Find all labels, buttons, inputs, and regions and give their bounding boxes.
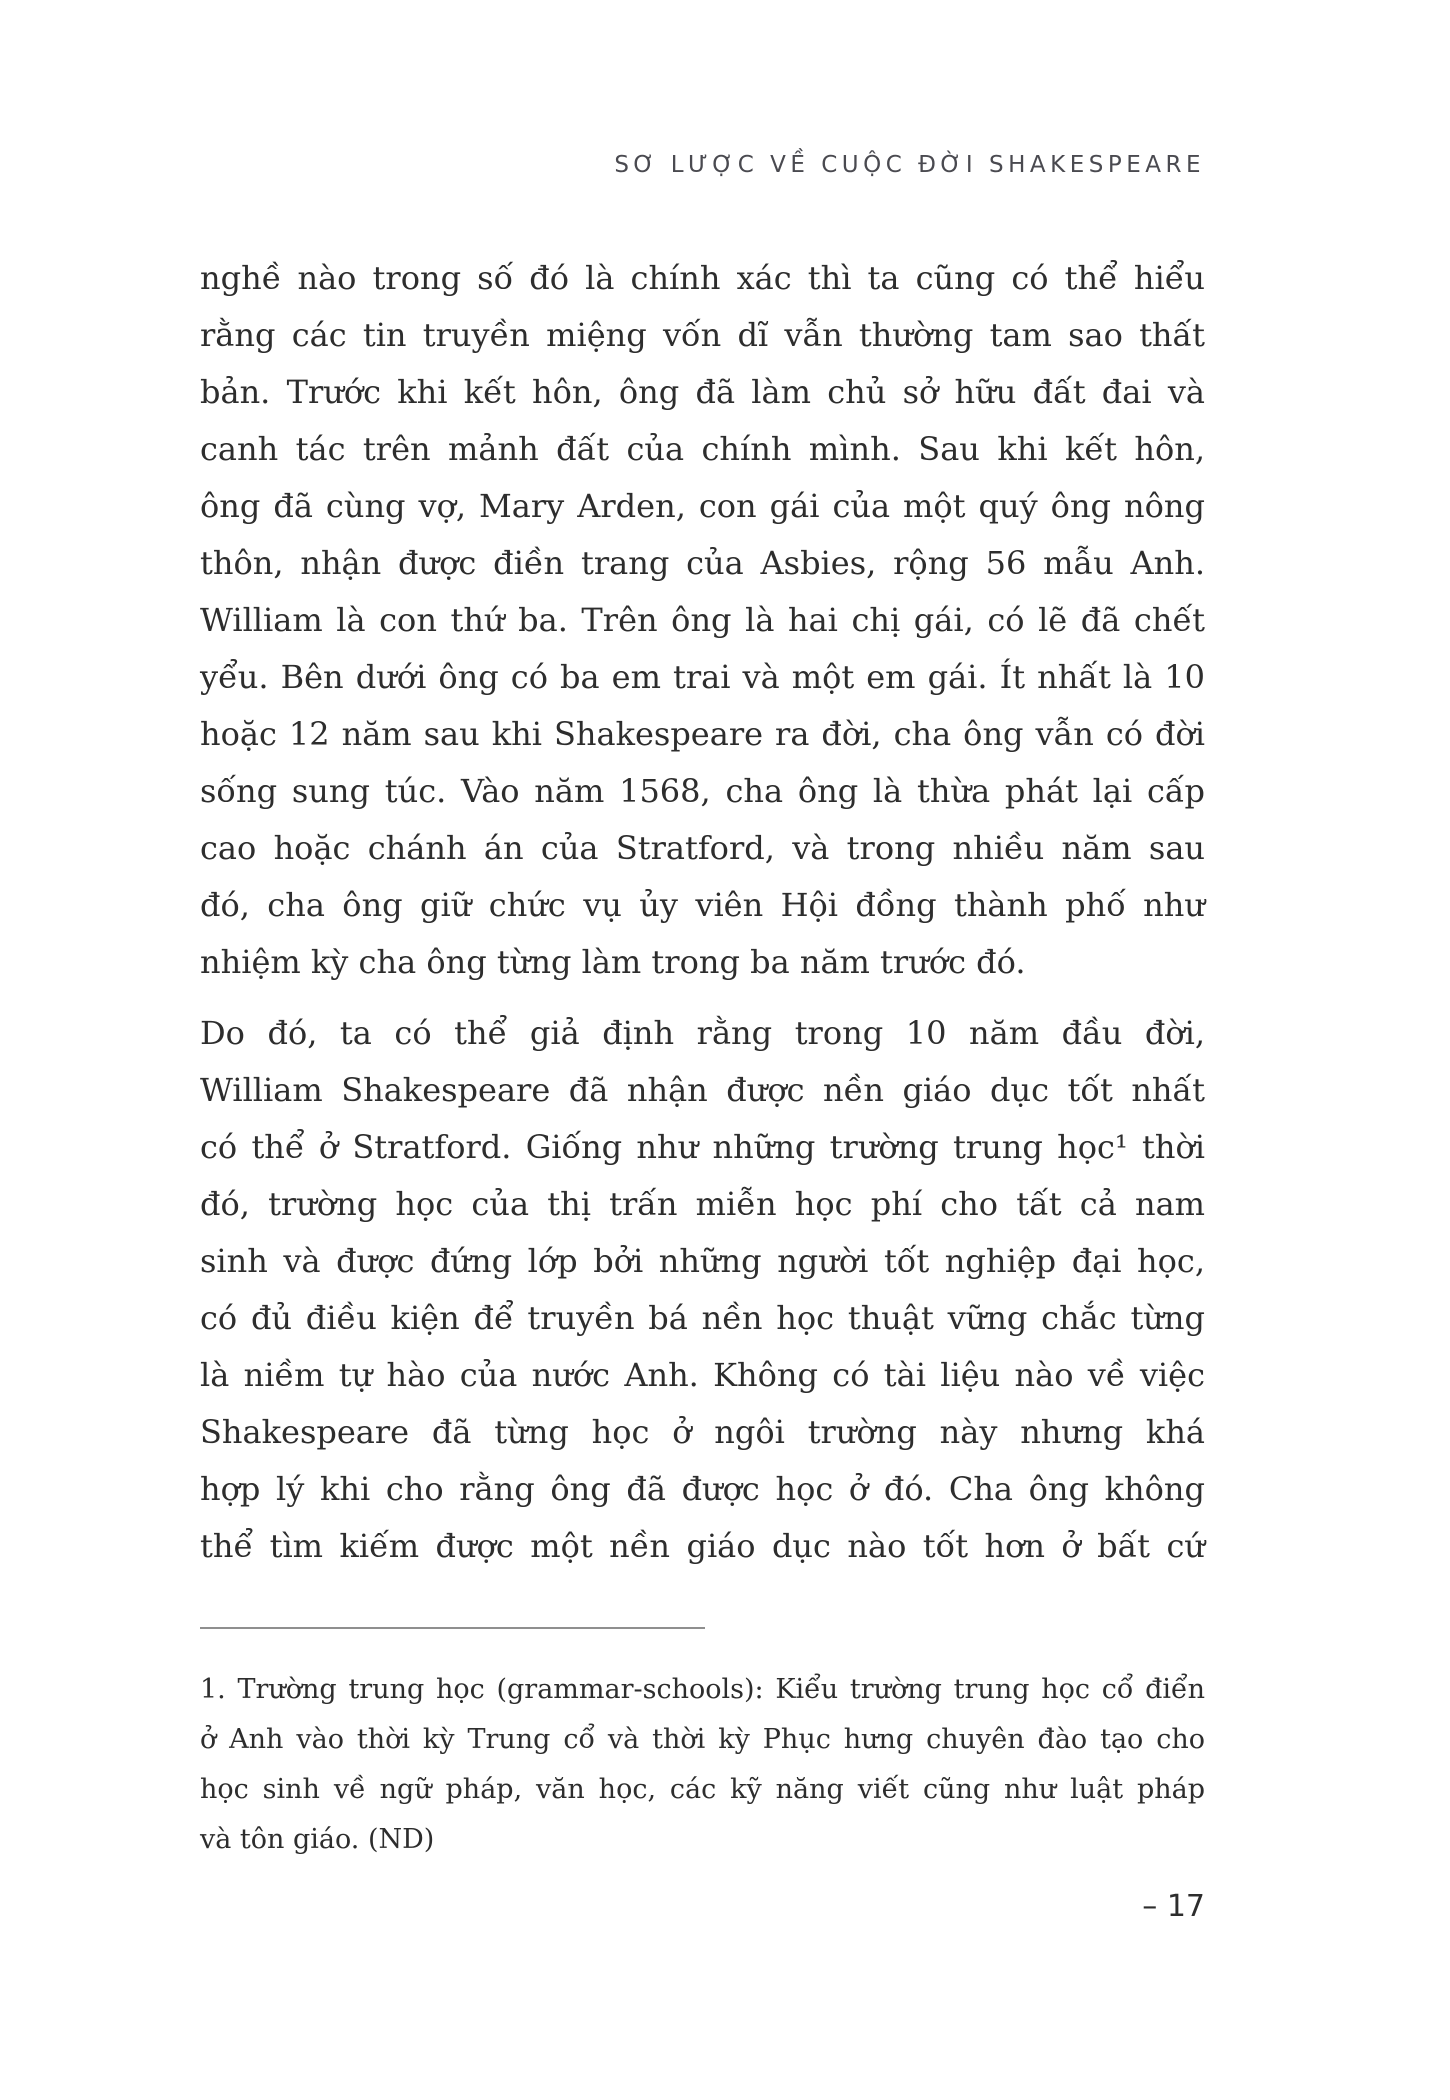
- body-text-line: ông đã cùng vợ, Mary Arden, con gái của một quý ông nông: [200, 487, 1205, 525]
- body-text-line: Do đó, ta có thể giả định rằng trong 10 năm đầu đời,: [200, 1014, 1205, 1052]
- page-number: – 17: [1142, 1889, 1205, 1924]
- running-header: SƠ LƯỢC VỀ CUỘC ĐỜI SHAKESPEARE: [614, 152, 1205, 178]
- paragraph-1: [200, 250, 1205, 991]
- body-text-line: William Shakespeare đã nhận được nền giáo dục tốt nhất: [200, 1071, 1205, 1109]
- footnote: [200, 1665, 1205, 1865]
- body-text-line: hợp lý khi cho rằng ông đã được học ở đó. Cha ông không: [200, 1470, 1205, 1508]
- body-text-line: nghề nào trong số đó là chính xác thì ta cũng có thể hiểu: [200, 259, 1205, 297]
- body-text-line: thể tìm kiếm được một nền giáo dục nào tốt hơn ở bất cứ: [200, 1527, 1205, 1565]
- body-text-line: cao hoặc chánh án của Stratford, và trong nhiều năm sau: [200, 829, 1205, 867]
- body-text-line: hoặc 12 năm sau khi Shakespeare ra đời, cha ông vẫn có đời: [200, 715, 1205, 753]
- page-content: [200, 0, 1205, 1924]
- body-text-line: là niềm tự hào của nước Anh. Không có tài liệu nào về việc: [200, 1356, 1205, 1394]
- body-text-line: thôn, nhận được điền trang của Asbies, rộng 56 mẫu Anh.: [200, 544, 1205, 582]
- footnote-line: ở Anh vào thời kỳ Trung cổ và thời kỳ Phục hưng chuyên đào tạo cho: [200, 1724, 1205, 1755]
- body-text-line: Shakespeare đã từng học ở ngôi trường này nhưng khá: [200, 1413, 1205, 1451]
- footnote-line: học sinh về ngữ pháp, văn học, các kỹ năng viết cũng như luật pháp: [200, 1774, 1205, 1805]
- body-text-line: rằng các tin truyền miệng vốn dĩ vẫn thường tam sao thất: [200, 316, 1205, 354]
- footnote-line: và tôn giáo. (ND): [200, 1824, 435, 1855]
- body-text-line: nhiệm kỳ cha ông từng làm trong ba năm trước đó.: [200, 943, 1026, 981]
- body-text-line: có đủ điều kiện để truyền bá nền học thuật vững chắc từng: [200, 1299, 1205, 1337]
- body-text-line: sống sung túc. Vào năm 1568, cha ông là thừa phát lại cấp: [200, 772, 1205, 810]
- body-text-line: đó, trường học của thị trấn miễn học phí cho tất cả nam: [200, 1185, 1205, 1223]
- body-text-line: có thể ở Stratford. Giống như những trường trung học¹ thời: [200, 1128, 1205, 1166]
- body-text-line: sinh và được đứng lớp bởi những người tốt nghiệp đại học,: [200, 1242, 1205, 1280]
- footnote-divider: [200, 1627, 705, 1629]
- footnote-line: 1. Trường trung học (grammar-schools): Kiểu trường trung học cổ điển: [200, 1674, 1205, 1705]
- body-text-line: William là con thứ ba. Trên ông là hai chị gái, có lẽ đã chết: [200, 601, 1205, 639]
- body-text: [200, 250, 1205, 1575]
- body-text-line: canh tác trên mảnh đất của chính mình. Sau khi kết hôn,: [200, 430, 1205, 468]
- body-text-line: đó, cha ông giữ chức vụ ủy viên Hội đồng thành phố như: [200, 886, 1205, 924]
- body-text-line: yểu. Bên dưới ông có ba em trai và một em gái. Ít nhất là 10: [200, 658, 1205, 696]
- paragraph-2: [200, 1005, 1205, 1575]
- body-text-line: bản. Trước khi kết hôn, ông đã làm chủ sở hữu đất đai và: [200, 373, 1205, 411]
